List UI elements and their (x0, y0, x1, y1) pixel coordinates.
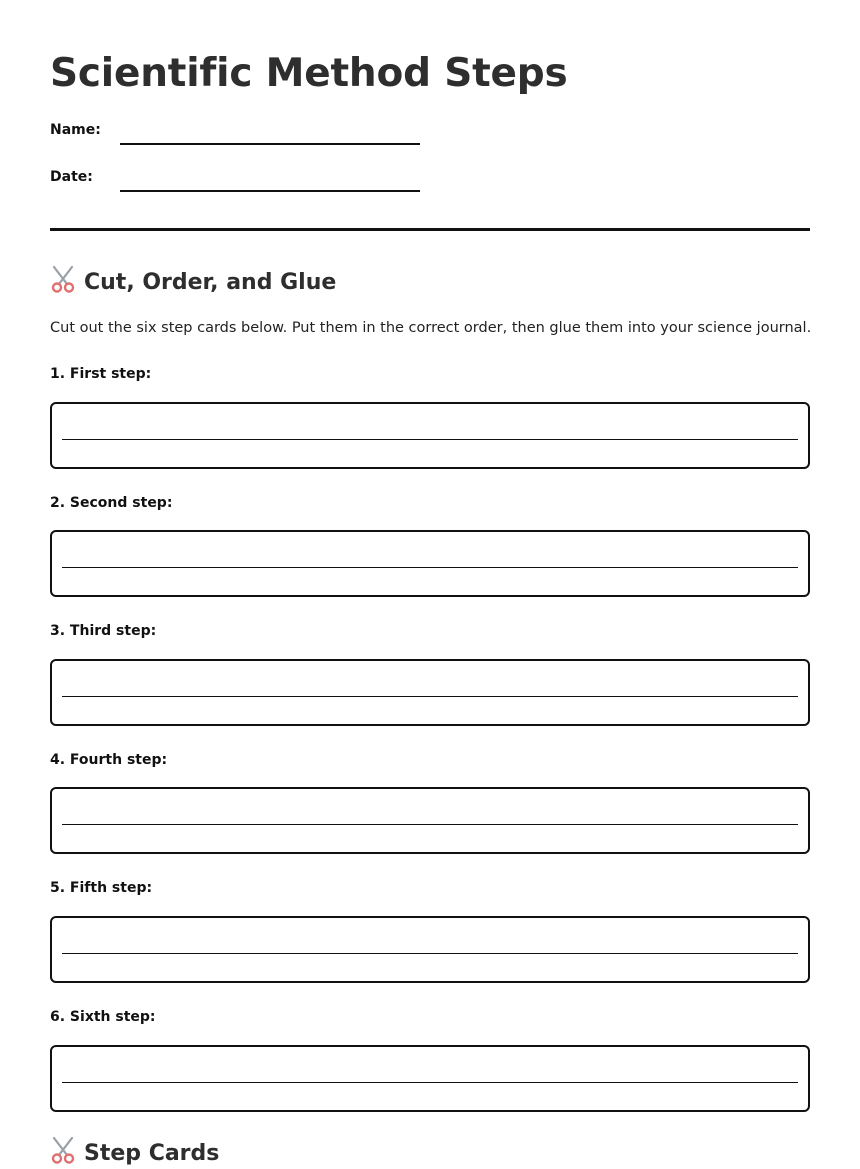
date-field-row (50, 169, 470, 209)
step-label: 5. Fifth step: (50, 880, 153, 896)
header-divider (50, 228, 810, 231)
answer-line (62, 696, 798, 697)
step-label: 3. Third step: (50, 623, 157, 639)
answer-line (62, 439, 798, 440)
instructions-text: Cut out the six step cards below. Put them in the correct order, then glue them into your science journal. (50, 320, 812, 336)
scissors-icon (50, 265, 76, 293)
cut-section-title: Cut, Order, and Glue (84, 270, 337, 295)
answer-line (62, 824, 798, 825)
step-answer-box[interactable] (50, 1045, 810, 1112)
page-title: Scientific Method Steps (50, 51, 568, 96)
scissors-icon (50, 1136, 76, 1164)
name-field[interactable] (120, 143, 420, 145)
date-label: Date: (50, 169, 93, 185)
step-answer-box[interactable] (50, 659, 810, 726)
step-label: 4. Fourth step: (50, 752, 168, 768)
cut-section-heading (50, 265, 336, 298)
step-label: 1. First step: (50, 366, 152, 382)
step-label: 2. Second step: (50, 495, 173, 511)
date-field[interactable] (120, 190, 420, 192)
step-answer-box[interactable] (50, 787, 810, 854)
step-answer-box[interactable] (50, 402, 810, 469)
answer-line (62, 567, 798, 568)
cards-section-heading (50, 1136, 219, 1169)
cards-section-title: Step Cards (84, 1141, 220, 1166)
step-answer-box[interactable] (50, 916, 810, 983)
answer-line (62, 1082, 798, 1083)
step-label: 6. Sixth step: (50, 1009, 156, 1025)
step-answer-box[interactable] (50, 530, 810, 597)
name-label: Name: (50, 122, 101, 138)
name-field-row (50, 122, 470, 162)
answer-line (62, 953, 798, 954)
